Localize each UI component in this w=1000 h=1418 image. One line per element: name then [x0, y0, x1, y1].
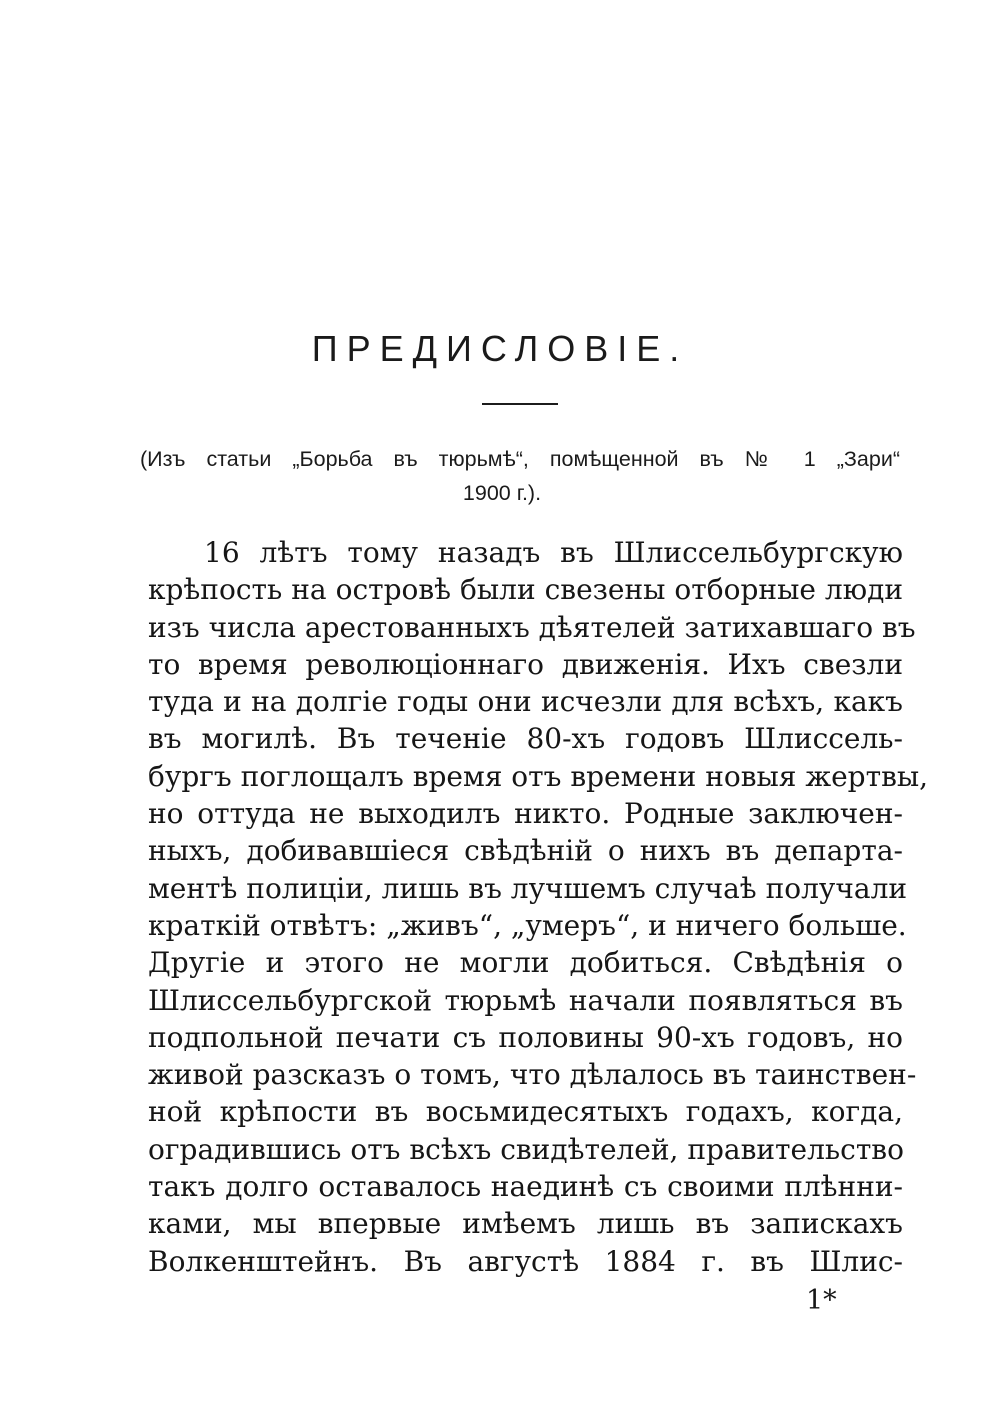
page-heading: ПРЕДИСЛОВІЕ.: [311, 328, 689, 369]
heading-divider: [482, 403, 558, 405]
body-line: Волкенштейнъ. Въ августѣ 1884 г. въ Шлис-: [148, 1244, 903, 1278]
body-text: [148, 534, 929, 1280]
source-note-line-2: 1900 г.).: [462, 481, 542, 505]
body-line: изъ числа арестованныхъ дѣятелей затихавшаго въ: [148, 610, 916, 644]
body-line: Шлиссельбургской тюрьмѣ начали появляться въ: [148, 983, 903, 1017]
body-line: ками, мы впервые имѣемъ лишь въ запискахъ: [148, 1207, 903, 1241]
body-line: ныхъ, добивавшіеся свѣдѣній о нихъ въ департа-: [148, 834, 903, 868]
body-line: краткій отвѣтъ: „живъ“, „умеръ“, и ничего больше.: [148, 908, 907, 942]
body-line: крѣпость на островѣ были свезены отборные люди: [148, 573, 903, 607]
body-line: живой разсказъ о томъ, что дѣлалось въ таинствен-: [148, 1058, 917, 1092]
body-line: туда и на долгіе годы они исчезли для всѣхъ, какъ: [148, 685, 903, 719]
source-note-line-1: (Изъ статьи „Борьба въ тюрьмѣ“, помѣщенной въ № 1 „Зари“: [140, 447, 900, 471]
body-line: то время революціоннаго движенія. Ихъ свезли: [148, 647, 903, 681]
body-line: такъ долго оставалось наединѣ съ своими плѣнни-: [148, 1170, 903, 1204]
body-line: бургъ поглощалъ время отъ времени новыя жертвы,: [148, 759, 929, 793]
body-line: Другіе и этого не могли добиться. Свѣдѣнія о: [148, 946, 903, 980]
body-line: подпольной печати съ половины 90-хъ годовъ, но: [148, 1020, 903, 1054]
source-note: [140, 442, 900, 510]
signature-mark: 1*: [806, 1285, 837, 1316]
body-line: но оттуда не выходилъ никто. Родные заключен-: [148, 797, 903, 831]
body-line: въ могилѣ. Въ теченіе 80-хъ годовъ Шлиссель-: [148, 722, 903, 756]
body-line: оградившись отъ всѣхъ свидѣтелей, правительство: [148, 1132, 904, 1166]
body-line: ной крѣпости въ восьмидесятыхъ годахъ, когда,: [148, 1095, 903, 1129]
body-line: 16 лѣтъ тому назадъ въ Шлиссельбургскую: [204, 536, 903, 569]
body-line: ментѣ полиціи, лишь въ лучшемъ случаѣ получали: [148, 871, 908, 905]
